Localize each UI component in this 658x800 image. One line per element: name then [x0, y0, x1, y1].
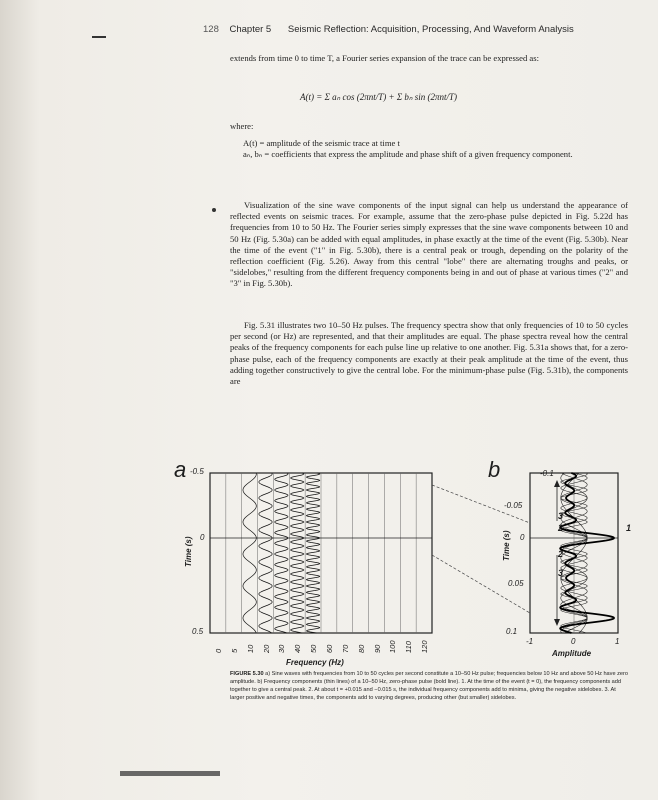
page-number: 128 — [203, 24, 219, 35]
panel-b-ytick-2: 0 — [520, 533, 525, 542]
margin-mark — [92, 36, 106, 38]
panel-a-xtick: 30 — [277, 644, 287, 653]
panel-b-ytick-0: -0.1 — [540, 469, 554, 478]
figure-5-30 — [170, 457, 640, 673]
panel-b-xtick-0: 0 — [571, 637, 576, 646]
caption-label: FIGURE 5.30 — [230, 671, 264, 677]
figure-caption — [230, 670, 630, 702]
panel-a-sine-waves — [243, 473, 320, 633]
panel-a-xtick: 20 — [261, 644, 271, 653]
definition-coefficients: aₙ, bₙ = coefficients that express the amplitude and phase shift of a given frequency component. — [243, 149, 573, 159]
panel-b-xtick-neg1: -1 — [526, 637, 534, 646]
panel-a-xtick: 5 — [229, 648, 239, 653]
sine-wave-50hz — [306, 473, 319, 633]
panel-a-grid — [226, 473, 416, 633]
sine-wave-30hz — [275, 473, 288, 633]
panel-b-ytick-1: -0.05 — [504, 501, 523, 510]
panel-b-ytick-3: 0.05 — [508, 579, 524, 588]
scan-artifact — [120, 771, 220, 776]
panel-a-xtick: 80 — [356, 644, 366, 653]
paragraph-visualization: Visualization of the sine wave components of the input signal can help us understand the appearance of reflected events on seismic traces. For example, assume that the zero-phase pulse depicted in Fig. 5.22d has frequencies from 10 to 50 Hz. The Fourier series simply expresses that the sine wave components between 10 and 50 Hz (Fig. 5.30a) can be added with equal amplitudes, in phase exactly at the time of the event (Fig. 5.30b). Near the time of the event ("1" in Fig. 5.30b), there is a central peak or trough, depending on the polarity of the reflection coefficient (Fig. 5.26). Away from this central "lobe" there are alternating troughs and peaks, or "sidelobes," resulting from the different frequency components being in and out of phase at various times ("2" and "3" in Fig. 5.30b). — [230, 200, 628, 289]
definitions-list — [243, 138, 623, 160]
chapter-title: Seismic Reflection: Acquisition, Processing, And Waveform Analysis — [287, 24, 574, 35]
panel-b-xtick-1: 1 — [615, 637, 620, 646]
panel-a-xtick: 70 — [340, 644, 350, 653]
panel-b-annot-3-bottom: 3 — [558, 568, 564, 578]
sine-wave-20hz — [259, 473, 272, 633]
panel-a-xtick: 90 — [372, 644, 382, 653]
panel-b-letter: b — [488, 457, 501, 482]
panel-a-xtick: 60 — [324, 644, 334, 653]
where-label: where: — [230, 121, 254, 131]
panel-a-xtick: 50 — [309, 644, 319, 653]
panel-b-annot-2-top: 2 — [558, 523, 564, 533]
caption-text: a) Sine waves with frequencies from 10 to 50 cycles per second constitute a 10–50 Hz pulse; frequencies below 10 Hz and above 50 Hz have zero amplitude. b) Frequency components (thin lines) of a 10–50 Hz, zero-phase pulse (bold line). 1. At the time of the event (t = 0), the frequency components add together to give a central peak. 2. At about t = +0.015 and −0.015 s, the individual frequency components add to minima, giving the negative sidelobes. 3. At larger positive and negative times, the components add to varying degrees, producing other (but smaller) sidelobes. — [230, 671, 629, 701]
panel-a-ytick-zero: 0 — [200, 533, 205, 542]
panel-b-ylabel: Time (s) — [502, 530, 511, 561]
panel-b-ytick-4: 0.1 — [506, 627, 518, 636]
chapter-label: Chapter 5 — [229, 24, 272, 35]
margin-dot — [212, 208, 216, 212]
panel-a-ylabel: Time (s) — [184, 536, 193, 567]
definition-amplitude: A(t) = amplitude of the seismic trace at time t — [243, 138, 400, 148]
panel-a-xtick: 100 — [388, 640, 398, 653]
panel-a-xtick: 40 — [293, 644, 303, 653]
intro-text: extends from time 0 to time T, a Fourier series expansion of the trace can be expressed as: — [230, 53, 539, 63]
panel-b-xlabel: Amplitude — [552, 649, 592, 658]
running-header — [203, 24, 574, 35]
sine-wave-40hz — [291, 473, 304, 633]
panel-a-xlabel: Frequency (Hz) — [286, 658, 344, 667]
sine-wave-10hz — [243, 473, 256, 633]
panel-b-annot-1: 1 — [626, 523, 632, 533]
panel-a-ytick-bottom: 0.5 — [192, 627, 204, 636]
fourier-equation: A(t) = Σ aₙ cos (2πnt/T) + Σ bₙ sin (2πnt/T) — [300, 92, 458, 102]
panel-a-letter: a — [174, 457, 187, 482]
panel-b-annot-2-bottom: 2 — [558, 549, 564, 559]
panel-a-xtick: 0 — [213, 648, 223, 653]
panel-b-annot-3-top: 3 — [558, 511, 564, 521]
panel-a-xtick: 10 — [245, 644, 255, 653]
panel-a-xtick: 110 — [404, 641, 414, 653]
paragraph-fig531: Fig. 5.31 illustrates two 10–50 Hz pulses. The frequency spectra show that only frequencies of 10 to 50 cycles per second (or Hz) are represented, and that their amplitudes are equal. The phase spectra reveal how the central peaks of the frequency components for each pulse line up relative to one another. Fig. 5.31a shows that, for a zero-phase pulse, each of the frequency components are exactly at their peak amplitude at the time of the event, thus adding together constructively to give the central lobe. For the minimum-phase pulse (Fig. 5.31b), the components are — [230, 320, 628, 387]
panel-a-xtick: 120 — [420, 640, 430, 653]
panel-a-ytick-top: -0.5 — [190, 467, 204, 476]
